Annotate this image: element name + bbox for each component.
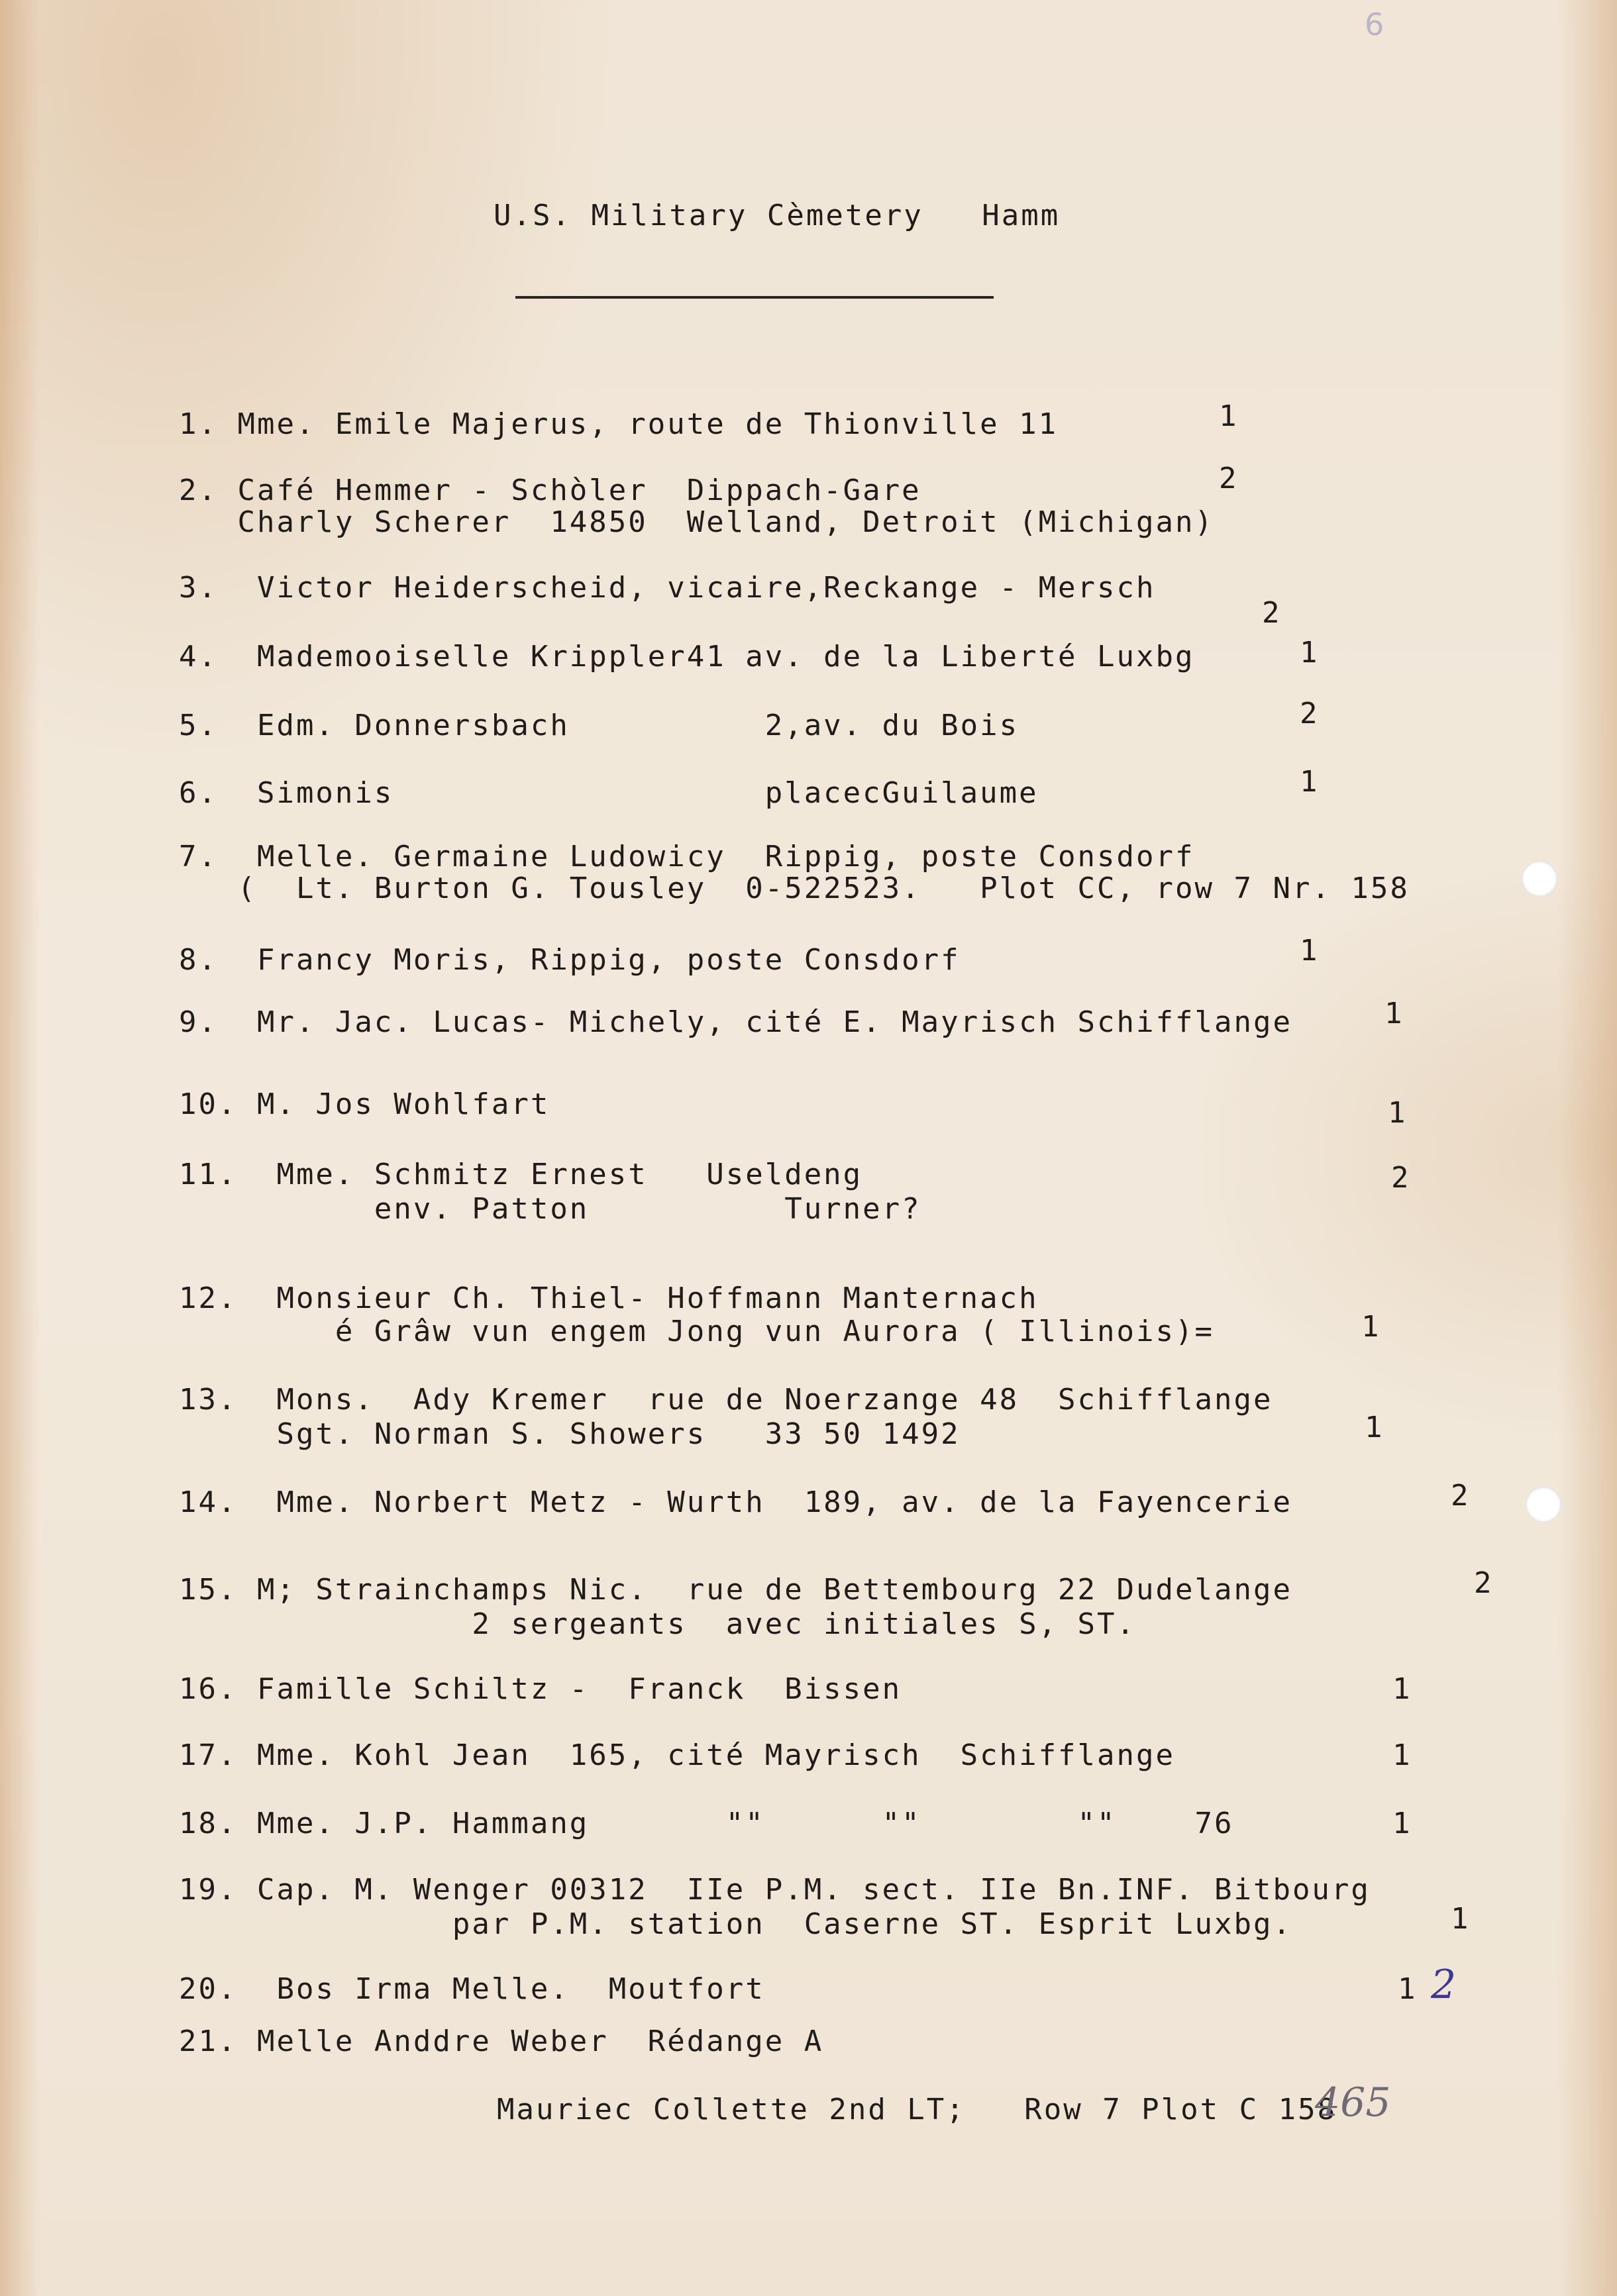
- entry-2-qty: 2: [1219, 462, 1239, 495]
- pencil-mark-corner: 6: [1365, 7, 1384, 42]
- entry-1-qty: 1: [1219, 399, 1239, 433]
- entry-6-qty: 1: [1300, 765, 1320, 799]
- entry-4-qty: 1: [1300, 636, 1320, 670]
- entry-10-line-1: 10. M. Jos Wohlfart: [179, 1087, 550, 1121]
- entry-13-line-1: 13. Mons. Ady Kremer rue de Noerzange 48 Schifflange: [179, 1383, 1273, 1417]
- entry-20-handwritten-qty: 2: [1431, 1962, 1457, 2008]
- entry-9-line-1: 9. Mr. Jac. Lucas- Michely, cité E. Mayrisch Schifflange: [179, 1005, 1292, 1039]
- entry-16-line-1: 16. Famille Schiltz - Franck Bissen: [179, 1672, 902, 1706]
- entry-15-line-1: 15. M; Strainchamps Nic. rue de Bettembourg 22 Dudelange: [179, 1573, 1292, 1607]
- entry-19-qty: 1: [1451, 1902, 1471, 1936]
- entry-17-qty: 1: [1392, 1738, 1412, 1772]
- paper-stain-right: [1557, 0, 1617, 2296]
- entry-20-line-1: 20. Bos Irma Melle. Moutfort: [179, 1972, 765, 2006]
- entry-5-line-1: 5. Edm. Donnersbach 2,av. du Bois: [179, 709, 1019, 742]
- entry-6-line-1: 6. Simonis placecGuilaume: [179, 776, 1039, 810]
- entry-16-qty: 1: [1392, 1672, 1412, 1706]
- footer-line: Mauriec Collette 2nd LT; Row 7 Plot C 158: [497, 2093, 1337, 2126]
- entry-3-qty: 2: [1262, 596, 1282, 630]
- entry-8-qty: 1: [1300, 934, 1320, 968]
- entry-15-line-2: 2 sergeants avec initiales S, ST.: [179, 1607, 1137, 1641]
- entry-12-qty: 1: [1361, 1310, 1381, 1344]
- entry-20-qty: 1: [1398, 1972, 1418, 2006]
- entry-15-qty: 2: [1474, 1566, 1494, 1600]
- entry-5-qty: 2: [1300, 697, 1320, 730]
- entry-14-line-1: 14. Mme. Norbert Metz - Wurth 189, av. de la Fayencerie: [179, 1485, 1292, 1519]
- entry-13-line-2: Sgt. Norman S. Showers 33 50 1492: [179, 1417, 961, 1451]
- entry-3-line-1: 3. Victor Heiderscheid, vicaire,Reckange - Mersch: [179, 571, 1156, 605]
- footer-handwritten-number: 465: [1315, 2079, 1391, 2126]
- entry-9-qty: 1: [1384, 997, 1404, 1030]
- entry-7-line-1: 7. Melle. Germaine Ludowicy Rippig, poste Consdorf: [179, 840, 1195, 873]
- entry-12-line-1: 12. Monsieur Ch. Thiel- Hoffmann Manternach: [179, 1281, 1039, 1315]
- entry-11-line-2: env. Patton Turner?: [179, 1192, 921, 1226]
- entry-11-qty: 2: [1391, 1161, 1411, 1195]
- punch-hole-lower: [1526, 1487, 1561, 1522]
- entry-17-line-1: 17. Mme. Kohl Jean 165, cité Mayrisch Schifflange: [179, 1738, 1176, 1772]
- entry-11-line-1: 11. Mme. Schmitz Ernest Useldeng: [179, 1158, 863, 1191]
- paper-stain-left: [0, 0, 40, 2296]
- entry-12-line-2: é Grâw vun engem Jong vun Aurora ( Illinois)=: [179, 1315, 1214, 1348]
- entry-19-line-2: par P.M. station Caserne ST. Esprit Luxbg.: [179, 1907, 1292, 1941]
- entry-2-line-2: Charly Scherer 14850 Welland, Detroit (Michigan): [179, 505, 1214, 539]
- document-title: U.S. Military Cèmetery Hamm: [494, 199, 1061, 232]
- entry-18-line-1: 18. Mme. J.P. Hammang "" "" "" 76: [179, 1807, 1234, 1840]
- entry-18-qty: 1: [1392, 1807, 1412, 1840]
- entry-4-line-1: 4. Mademooiselle Krippler41 av. de la Liberté Luxbg: [179, 640, 1195, 674]
- entry-14-qty: 2: [1451, 1479, 1471, 1513]
- entry-13-qty: 1: [1365, 1411, 1384, 1444]
- entry-10-qty: 1: [1388, 1096, 1408, 1130]
- title-underline: [515, 296, 994, 299]
- entry-19-line-1: 19. Cap. M. Wenger 00312 IIe P.M. sect. IIe Bn.INF. Bitbourg: [179, 1873, 1371, 1907]
- entry-8-line-1: 8. Francy Moris, Rippig, poste Consdorf: [179, 943, 961, 977]
- entry-7-line-2: ( Lt. Burton G. Tousley 0-522523. Plot CC, row 7 Nr. 158: [179, 872, 1410, 905]
- entry-2-line-1: 2. Café Hemmer - Schòler Dippach-Gare: [179, 474, 921, 507]
- entry-21-line-1: 21. Melle Anddre Weber Rédange A: [179, 2024, 824, 2058]
- entry-1-line-1: 1. Mme. Emile Majerus, route de Thionville 11: [179, 407, 1059, 441]
- punch-hole-upper: [1522, 861, 1557, 897]
